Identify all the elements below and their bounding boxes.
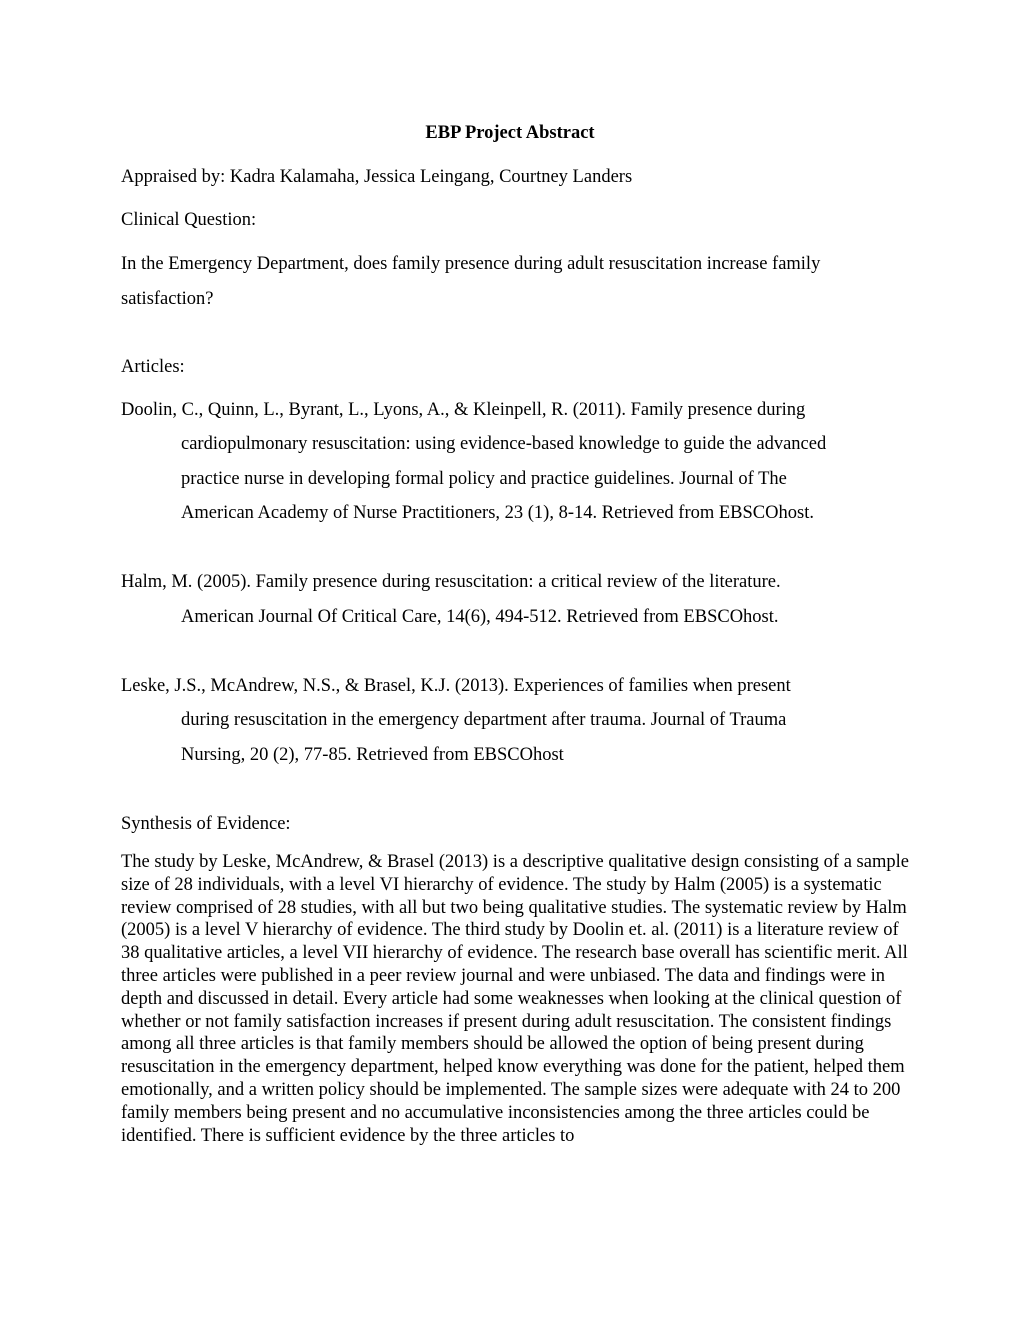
articles-label: Articles: [121, 357, 185, 377]
document-title: EBP Project Abstract [425, 123, 595, 143]
article-3-line-2: during resuscitation in the emergency department after trauma. Journal of Trauma [181, 710, 787, 730]
synthesis-label: Synthesis of Evidence: [121, 814, 291, 834]
synthesis-paragraph: The study by Leske, McAndrew, & Brasel (2013) is a descriptive qualitative design consisting of a sample size of 28 individuals, with a level VI hierarchy of evidence. The study by Halm (2005) is a systematic review comprised of 28 studies, with all but two being qualitative studies. The systematic review by Halm (2005) is a level V hierarchy of evidence. The third study by Doolin et. al. (2011) is a literature review of 38 qualitative articles, a level VII hierarchy of evidence. The research base overall has scientific merit. All three articles were published in a peer review journal and were unbiased. The data and findings were in depth and discussed in detail. Every article had some weaknesses when looking at the clinical question of whether or not family satisfaction increases if present during adult resuscitation. The consistent findings among all three articles is that family members should be allowed the option of being present during resuscitation in the emergency department, helped know everything was done for the patient, helped them emotionally, and a written policy should be implemented. The sample sizes were adequate with 24 to 200 family members being present and no accumulative inconsistencies among the three articles could be identified. There is sufficient evidence by the three articles to [121, 852, 909, 1146]
article-2-line-2: American Journal Of Critical Care, 14(6), 494-512. Retrieved from EBSCOhost. [181, 607, 779, 627]
article-1-line-2: cardiopulmonary resuscitation: using evidence-based knowledge to guide the advanced [181, 434, 827, 454]
article-1-line-3: practice nurse in developing formal policy and practice guidelines. Journal of The [181, 469, 787, 489]
article-3-line-1: Leske, J.S., McAndrew, N.S., & Brasel, K.J. (2013). Experiences of families when present [121, 676, 791, 696]
clinical-question-line-2: satisfaction? [121, 289, 214, 309]
article-2-line-1: Halm, M. (2005). Family presence during resuscitation: a critical review of the literature. [121, 572, 781, 592]
clinical-question-label: Clinical Question: [121, 210, 257, 230]
article-1-line-4: American Academy of Nurse Practitioners, 23 (1), 8-14. Retrieved from EBSCOhost. [181, 503, 814, 523]
appraised-by-line: Appraised by: Kadra Kalamaha, Jessica Leingang, Courtney Landers [121, 167, 633, 187]
article-3-line-3: Nursing, 20 (2), 77-85. Retrieved from EBSCOhost [181, 745, 564, 765]
article-1-line-1: Doolin, C., Quinn, L., Byrant, L., Lyons, A., & Kleinpell, R. (2011). Family presence during [121, 400, 806, 420]
clinical-question-line-1: In the Emergency Department, does family presence during adult resuscitation increase family [121, 254, 821, 274]
